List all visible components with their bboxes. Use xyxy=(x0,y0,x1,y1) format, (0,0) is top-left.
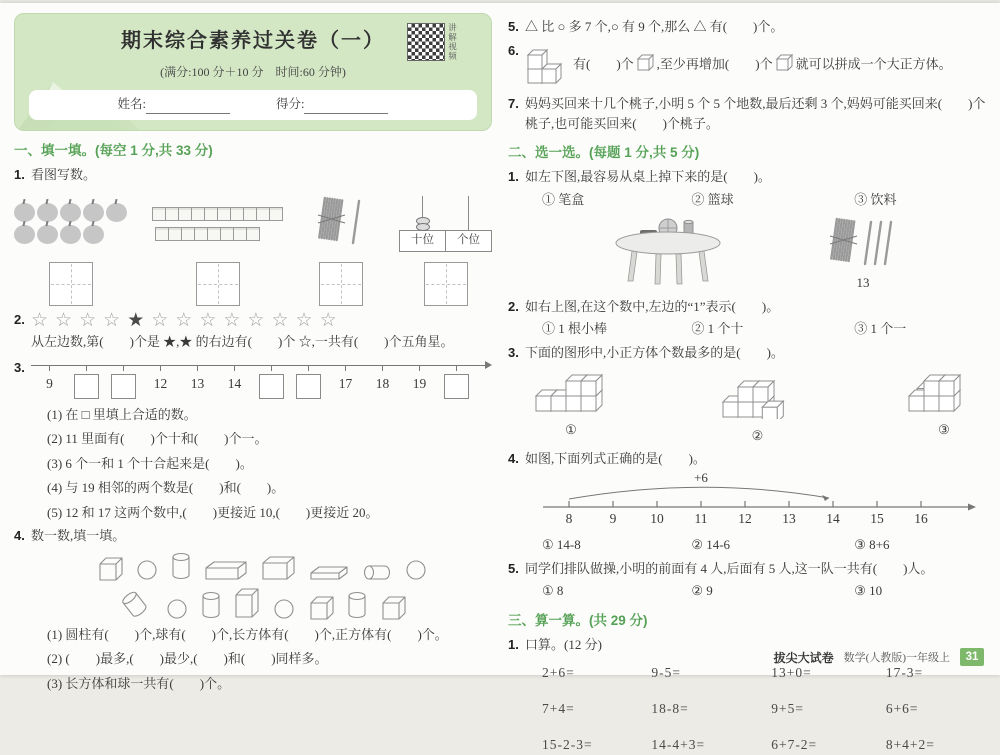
cube-icon xyxy=(775,53,794,78)
option-label: ③ 8+6 xyxy=(854,535,990,555)
option-label: ② 篮球 xyxy=(691,190,854,210)
number-line-cell xyxy=(290,365,327,399)
sticks-bundle-figure xyxy=(821,214,905,276)
number-label: 19 xyxy=(413,374,427,394)
oral-math-problem: 13+0= xyxy=(771,663,886,683)
sub-question: (3) 长方体和球一共有( )个。 xyxy=(31,674,492,694)
question-text: 妈妈买回来十几个桃子,小明 5 个 5 个地数,最后还剩 3 个,妈妈可能买回来( )个桃子,也可能买回来( )个桃子。 xyxy=(525,96,985,131)
option-label: ② 14-6 xyxy=(691,535,854,555)
shape-cuboid-box-icon xyxy=(261,555,296,581)
star-icon: ☆ xyxy=(223,310,247,331)
sticks-bundle-figure xyxy=(309,193,373,255)
figure-label: ① xyxy=(565,420,577,440)
question-number: 4. xyxy=(508,449,519,469)
question-text: 口算。(12 分) xyxy=(525,637,602,652)
number-line-arrow-icon xyxy=(485,361,492,369)
question-number: 2. xyxy=(508,297,519,317)
answer-grid-box xyxy=(424,262,468,306)
number-line-track xyxy=(31,365,486,366)
star-icon: ☆ xyxy=(296,310,320,331)
question-text: 看图写数。 xyxy=(31,167,96,182)
svg-text:12: 12 xyxy=(738,511,752,526)
qr-caption: 讲解视频 xyxy=(448,23,457,61)
answer-box xyxy=(444,374,469,399)
sub-question: (1) 圆柱有( )个,球有( )个,长方体有( )个,正方体有( )个。 xyxy=(31,625,492,645)
apple-icon xyxy=(60,203,81,222)
star-icon: ☆ xyxy=(151,310,175,331)
cube-icon xyxy=(636,53,655,78)
oral-math-problem: 14-4+3= xyxy=(651,735,771,755)
apple-row-bottom xyxy=(14,225,104,244)
left-column xyxy=(14,13,492,693)
exam-subtitle: (满分:100 分＋10 分 时间:60 分钟) xyxy=(25,63,481,81)
apples-figure xyxy=(14,203,127,244)
question-text: 同学们排队做操,小明的前面有 4 人,后面有 5 人,这一队一共有( )人。 xyxy=(525,561,933,576)
question-number: 7. xyxy=(508,94,519,114)
star-icon: ☆ xyxy=(31,310,55,331)
star-icon: ☆ xyxy=(247,310,271,331)
options-row xyxy=(525,190,990,210)
shape-cuboid-flat-icon xyxy=(309,565,349,581)
page-footer xyxy=(774,648,984,666)
oral-math-problem: 18-8= xyxy=(651,699,771,719)
cube-cluster-figure xyxy=(533,367,609,419)
shapes-row-2 xyxy=(31,586,492,620)
question-number: 6. xyxy=(508,41,519,61)
star-icon: ☆ xyxy=(175,310,199,331)
apple-icon xyxy=(37,225,58,244)
svg-text:15: 15 xyxy=(870,511,884,526)
number-label: 17 xyxy=(339,374,353,394)
number-line-cell xyxy=(142,365,179,399)
shape-cube-icon xyxy=(308,594,334,620)
shape-sphere-icon xyxy=(136,559,158,581)
option-label: ② 1 个十 xyxy=(691,319,854,339)
apple-icon xyxy=(14,225,35,244)
svg-text:8: 8 xyxy=(565,511,572,526)
name-score-bar xyxy=(29,90,477,120)
unit-cube-icon xyxy=(230,207,244,221)
question-text: 如右上图,在这个数中,左边的“1”表示( )。 xyxy=(525,299,779,314)
star-icon: ★ xyxy=(127,310,151,331)
sub-question: (1) 在 □ 里填上合适的数。 xyxy=(31,405,492,425)
oral-math-problem: 8+4+2= xyxy=(886,735,990,755)
sticks-13-figure xyxy=(821,214,905,293)
section-1-heading: 一、填一填。(每空 1 分,共 33 分) xyxy=(14,141,492,161)
question-number: 4. xyxy=(14,526,25,546)
table-with-objects-figure xyxy=(610,213,726,293)
svg-text:16: 16 xyxy=(914,511,928,526)
unit-cube-icon xyxy=(217,207,231,221)
place-value-figure xyxy=(399,196,492,252)
question-f5 xyxy=(508,17,990,37)
footer-brand: 拔尖大试卷 xyxy=(774,649,834,666)
number-line-cell xyxy=(438,365,475,399)
oral-math-problem: 9+5= xyxy=(771,699,886,719)
shape-sphere-icon xyxy=(273,598,295,620)
shape-cube-icon xyxy=(380,594,406,620)
star-icon: ☆ xyxy=(320,310,344,331)
unit-cube-icon xyxy=(191,207,205,221)
page-number-badge: 31 xyxy=(960,648,984,666)
section-3-heading: 三、算一算。(共 29 分) xyxy=(508,611,990,631)
worksheet-page xyxy=(0,3,1000,675)
name-blank-line xyxy=(146,100,230,114)
question-c3 xyxy=(508,343,990,446)
score-label: 得分: xyxy=(276,95,304,114)
abacus-rod xyxy=(468,196,470,230)
cube-rod-row xyxy=(156,227,260,241)
unit-cube-icon xyxy=(233,227,247,241)
sticks-figure-cell xyxy=(309,191,373,306)
unit-cube-icon xyxy=(204,207,218,221)
q3-number-line xyxy=(31,358,492,400)
number-label: 18 xyxy=(376,374,390,394)
figure-label: ② xyxy=(752,426,764,446)
star-icon: ☆ xyxy=(55,310,79,331)
option-label: ② 9 xyxy=(691,581,854,601)
answer-box xyxy=(74,374,99,399)
unit-cube-icon xyxy=(165,207,179,221)
abacus-bead xyxy=(416,223,430,231)
question-c5 xyxy=(508,559,990,601)
figure-label: ③ xyxy=(938,420,950,440)
oral-math-problem: 6+6= xyxy=(886,699,990,719)
unit-cube-icon xyxy=(155,227,169,241)
question-c4 xyxy=(508,449,990,555)
question-text: 如图,下面列式正确的是( )。 xyxy=(525,451,706,466)
cube-figures-row xyxy=(525,367,990,445)
shape-sphere-icon xyxy=(405,559,427,581)
svg-text:14: 14 xyxy=(826,511,840,526)
q1-figure-row xyxy=(14,191,492,306)
question-number: 1. xyxy=(508,635,519,655)
option-label: ① 笔盒 xyxy=(542,190,691,210)
apple-icon xyxy=(60,225,81,244)
question-number: 1. xyxy=(508,167,519,187)
shape-cube-icon xyxy=(97,555,123,581)
exam-title: 期末综合素养过关卷（一） xyxy=(25,26,481,56)
oral-math-grid xyxy=(525,663,990,755)
apple-icon xyxy=(106,203,127,222)
question-number: 3. xyxy=(508,343,519,363)
question-f1 xyxy=(14,165,492,185)
question-f3 xyxy=(14,358,492,523)
name-field xyxy=(118,95,230,114)
exam-header xyxy=(14,13,492,131)
shape-cylinder-tilt-icon xyxy=(117,590,153,620)
question-text-part: ,至少再增加( )个 xyxy=(657,56,773,71)
question-f6 xyxy=(508,41,990,91)
number-line-cell xyxy=(401,365,438,399)
cube-figure-option xyxy=(720,367,796,445)
unit-cube-icon xyxy=(168,227,182,241)
unit-cube-icon xyxy=(181,227,195,241)
star-icon: ☆ xyxy=(79,310,103,331)
sub-question: (5) 12 和 17 这两个数中,( )更接近 10,( )更接近 20。 xyxy=(31,503,492,523)
sub-question: (3) 6 个一和 1 个十合起来是( )。 xyxy=(31,454,492,474)
question-f4 xyxy=(14,526,492,693)
number-line-cell xyxy=(327,365,364,399)
oral-math-problem: 6+7-2= xyxy=(771,735,886,755)
place-value-figure-cell xyxy=(399,191,492,306)
number-line-cell xyxy=(68,365,105,399)
svg-text:9: 9 xyxy=(609,511,616,526)
apple-icon xyxy=(37,203,58,222)
unit-cube-icon xyxy=(220,227,234,241)
unit-cube-icon xyxy=(178,207,192,221)
answer-grid-box xyxy=(49,262,93,306)
number-label: 14 xyxy=(228,374,242,394)
sticks-caption: 13 xyxy=(857,273,870,293)
star-icon: ☆ xyxy=(199,310,223,331)
svg-text:11: 11 xyxy=(694,511,707,526)
score-field xyxy=(276,95,388,114)
answer-box xyxy=(296,374,321,399)
apples-figure-cell xyxy=(14,191,127,306)
number-label: 9 xyxy=(46,374,53,394)
option-label: ③ 10 xyxy=(854,581,990,601)
score-blank-line xyxy=(304,100,388,114)
question-text-part: 有( )个 xyxy=(573,56,634,71)
name-label: 姓名: xyxy=(118,95,146,114)
star-icon: ☆ xyxy=(103,310,127,331)
oral-math-problem: 9-5= xyxy=(651,663,771,683)
section-2-heading: 二、选一选。(每题 1 分,共 5 分) xyxy=(508,143,990,163)
cube-rods-figure-cell xyxy=(153,191,283,306)
option-label: ③ 饮料 xyxy=(854,190,990,210)
option-label: ① 8 xyxy=(542,581,691,601)
sub-question: (2) ( )最多,( )最少,( )和( )同样多。 xyxy=(31,649,492,669)
apple-icon xyxy=(14,203,35,222)
shape-cylinder-icon xyxy=(201,590,221,620)
cube-cluster-figure xyxy=(906,367,982,419)
number-line-cell xyxy=(105,365,142,399)
question-c1 xyxy=(508,167,990,293)
cube-rods-figure xyxy=(153,207,283,241)
number-label: 13 xyxy=(191,374,205,394)
qr-code-icon xyxy=(407,23,445,61)
cube-cluster-figure xyxy=(720,367,796,425)
options-row xyxy=(525,535,990,555)
tens-label: 十位 xyxy=(400,231,445,251)
question-number: 2. xyxy=(14,310,25,330)
number-line-cell xyxy=(179,365,216,399)
place-value-table xyxy=(399,230,492,252)
oral-math-problem: 15-2-3= xyxy=(542,735,651,755)
cube-figure-option xyxy=(533,367,609,445)
question-text: △ 比 ○ 多 7 个,○ 有 9 个,那么 △ 有( )个。 xyxy=(525,19,783,34)
oral-math-problem: 7+4= xyxy=(542,699,651,719)
c1-figures xyxy=(525,213,990,293)
unit-cube-icon xyxy=(207,227,221,241)
number-label: 12 xyxy=(154,374,168,394)
answer-grid-box xyxy=(319,262,363,306)
apple-icon xyxy=(83,203,104,222)
number-line-cell xyxy=(364,365,401,399)
shape-cylinder-side-icon xyxy=(362,564,392,581)
sub-question: (4) 与 19 相邻的两个数是( )和( )。 xyxy=(31,478,492,498)
number-line-cell xyxy=(31,365,68,399)
footer-edition: 数学(人教版)一年级上 xyxy=(844,649,950,665)
cube-figure-option xyxy=(906,367,982,445)
shape-cylinder-icon xyxy=(171,551,191,581)
option-label: ① 14-8 xyxy=(542,535,691,555)
shapes-row-1 xyxy=(31,551,492,581)
options-row xyxy=(525,581,990,601)
unit-cube-icon xyxy=(246,227,260,241)
question-text-part: 就可以拼成一个大正方体。 xyxy=(796,56,952,71)
option-label: ③ 1 个一 xyxy=(854,319,990,339)
cube-stack-figure xyxy=(525,41,569,91)
shape-sphere-icon xyxy=(166,598,188,620)
question-text: 数一数,填一填。 xyxy=(31,528,125,543)
question-number: 3. xyxy=(14,358,25,378)
options-row xyxy=(525,319,990,339)
unit-cube-icon xyxy=(194,227,208,241)
apple-icon xyxy=(83,225,104,244)
unit-cube-icon xyxy=(256,207,270,221)
question-number: 1. xyxy=(14,165,25,185)
answer-box xyxy=(259,374,284,399)
cube-rod-row xyxy=(153,207,283,221)
option-label: ① 1 根小棒 xyxy=(542,319,691,339)
question-c2 xyxy=(508,297,990,339)
apple-row-top xyxy=(14,203,127,222)
unit-cube-icon xyxy=(269,207,283,221)
svg-text:+6: +6 xyxy=(694,471,708,485)
qr-block xyxy=(407,23,482,61)
star-row xyxy=(31,310,492,333)
number-line-cell xyxy=(216,365,253,399)
shape-cuboid-tall-icon xyxy=(234,586,260,620)
unit-cube-icon xyxy=(243,207,257,221)
q4-number-line-figure xyxy=(539,471,977,533)
unit-cube-icon xyxy=(152,207,166,221)
oral-math-problem: 17-3= xyxy=(886,663,990,683)
question-f2 xyxy=(14,310,492,352)
answer-grid-box xyxy=(196,262,240,306)
oral-math-problem: 2+6= xyxy=(542,663,651,683)
answer-box xyxy=(111,374,136,399)
svg-text:10: 10 xyxy=(650,511,664,526)
question-number: 5. xyxy=(508,559,519,579)
star-icon: ☆ xyxy=(271,310,295,331)
shape-cylinder-icon xyxy=(347,590,367,620)
question-text: 从左边数,第( )个是 ★,★ 的右边有( )个 ☆,一共有( )个五角星。 xyxy=(31,332,492,352)
number-line-cell xyxy=(253,365,290,399)
ones-label: 个位 xyxy=(445,231,491,251)
question-f7 xyxy=(508,94,990,133)
shape-cuboid-icon xyxy=(204,559,248,581)
right-column xyxy=(508,13,990,755)
question-text: 下面的图形中,小正方体个数最多的是( )。 xyxy=(525,345,784,360)
question-text: 如左下图,最容易从桌上掉下来的是( )。 xyxy=(525,169,771,184)
svg-text:13: 13 xyxy=(782,511,796,526)
sub-question: (2) 11 里面有( )个十和( )个一。 xyxy=(31,429,492,449)
question-number: 5. xyxy=(508,17,519,37)
abacus-rods xyxy=(400,196,492,230)
